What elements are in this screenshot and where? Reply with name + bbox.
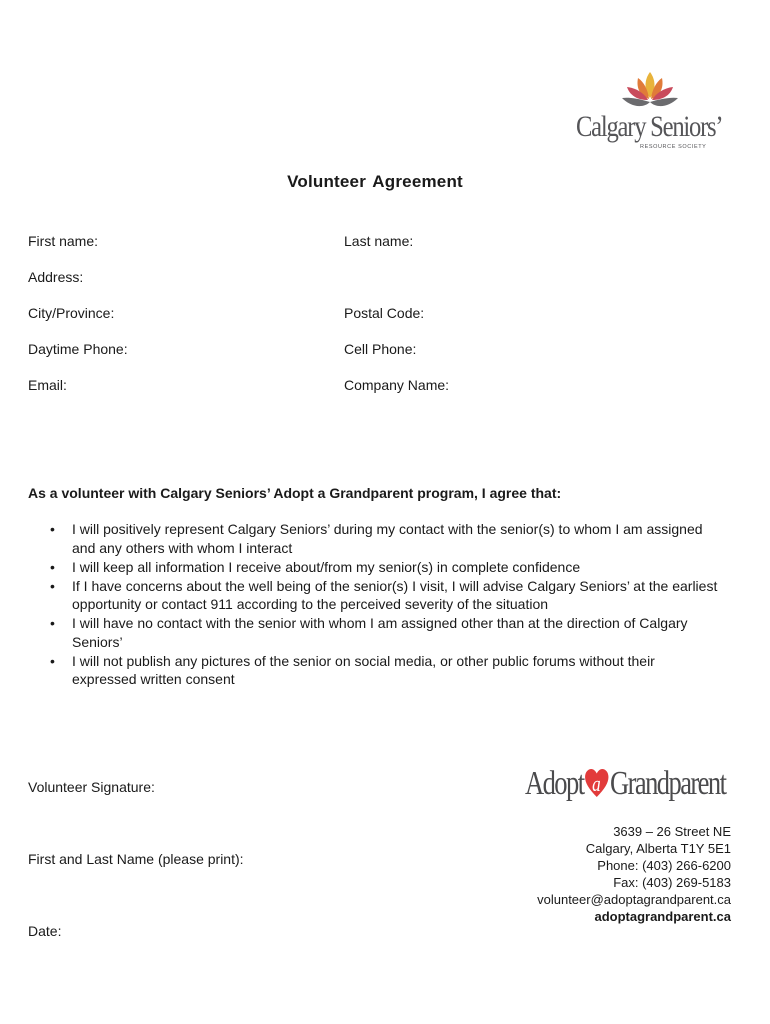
postal-code-label: Postal Code: xyxy=(344,305,425,321)
list-item xyxy=(50,614,720,651)
bullet-icon: • xyxy=(50,521,55,537)
list-item xyxy=(50,652,720,689)
email-label: Email: xyxy=(28,377,67,393)
page-title: Volunteer Agreement xyxy=(287,172,463,191)
contact-website[interactable]: adoptagrandparent.ca xyxy=(594,909,731,924)
volunteer-signature-label: Volunteer Signature: xyxy=(28,779,155,795)
last-name-label: Last name: xyxy=(344,233,414,249)
agreement-intro: As a volunteer with Calgary Seniors’ Adopt a Grandparent program, I agree that: xyxy=(28,485,562,501)
bullet-icon: • xyxy=(50,558,55,575)
list-item xyxy=(50,577,720,614)
bullet-icon: • xyxy=(50,615,55,631)
first-name-label: First name: xyxy=(28,233,99,249)
agreement-item-text: I will have no contact with the senior with whom I am assigned other than at the direction of Calgary Seniors’ xyxy=(72,615,688,650)
agreement-list xyxy=(50,520,720,689)
adopt-a-grandparent-logo xyxy=(525,764,726,804)
heart-icon xyxy=(584,768,609,798)
agreement-item-text: If I have concerns about the well being of the senior(s) I visit, I will advise Calgary Seniors’ at the earliest opportunity or contact 911 according to the perceived severity of the situation xyxy=(72,577,718,612)
bullet-icon: • xyxy=(50,577,55,594)
logo-tagline: RESOURCE SOCIETY xyxy=(640,144,707,150)
contact-phone: Phone: (403) 266-6200 xyxy=(597,858,731,873)
contact-city: Calgary, Alberta T1Y 5E1 xyxy=(585,841,731,856)
agreement-item-text: I will keep all information I receive about/from my senior(s) in complete confidence xyxy=(72,558,581,575)
logo-wordmark: Calgary Seniors’ xyxy=(576,110,723,143)
address-label: Address: xyxy=(28,269,84,285)
printed-name-label: First and Last Name (please print): xyxy=(28,851,244,867)
date-label: Date: xyxy=(28,923,62,939)
contact-fax: Fax: (403) 269-5183 xyxy=(613,875,731,890)
contact-street: 3639 – 26 Street NE xyxy=(613,824,731,839)
company-name-label: Company Name: xyxy=(344,377,450,393)
bullet-icon: • xyxy=(50,652,55,669)
lotus-flower-icon xyxy=(620,68,680,112)
contact-email[interactable]: volunteer@adoptagrandparent.ca xyxy=(537,892,731,907)
city-province-label: City/Province: xyxy=(28,305,115,321)
contact-info xyxy=(537,823,731,925)
calgary-seniors-logo xyxy=(572,68,722,148)
agreement-item-text: I will not publish any pictures of the senior on social media, or other public forums without their expressed written consent xyxy=(72,652,655,687)
list-item xyxy=(50,520,720,557)
agreement-item-text: I will positively represent Calgary Seniors’ during my contact with the senior(s) to whom I am assigned and any others with whom I interact xyxy=(72,521,703,556)
logo-text-a: a xyxy=(592,771,601,796)
cell-phone-label: Cell Phone: xyxy=(344,341,417,357)
logo-text-grandparent: Grandparent xyxy=(610,765,726,802)
logo-text-adopt: Adopt xyxy=(525,765,584,802)
list-item xyxy=(50,558,720,577)
daytime-phone-label: Daytime Phone: xyxy=(28,341,128,357)
